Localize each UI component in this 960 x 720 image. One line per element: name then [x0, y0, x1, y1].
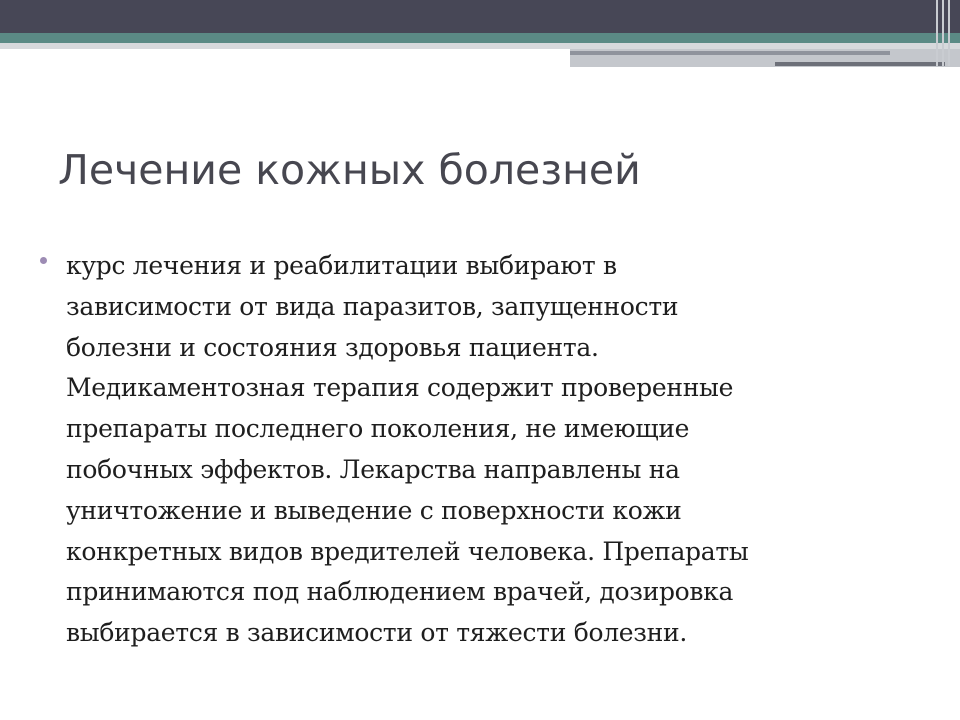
text-line: курс лечения и реабилитации выбирают в	[66, 251, 617, 280]
text-line: принимаются под наблюдением врачей, дозировка	[66, 577, 734, 607]
text-line: зависимости от вида паразитов, запущенности	[66, 291, 679, 321]
text-line: Медикаментозная терапия содержит проверенные	[66, 373, 734, 403]
text-line: препараты последнего поколения, не имеющие	[66, 414, 690, 444]
header-vertical-line	[942, 0, 944, 66]
text-line: уничтожение и выведение с поверхности кожи	[66, 495, 682, 525]
bullet-text	[66, 246, 910, 654]
header-vertical-line	[936, 0, 938, 66]
text-line: выбирается в зависимости от тяжести болезни.	[66, 618, 687, 648]
header-band-teal	[0, 33, 960, 43]
header-stripe	[570, 51, 890, 55]
header-band-dark	[0, 0, 960, 33]
header-stripe	[775, 62, 945, 66]
bullet-icon	[40, 257, 47, 264]
slide-title: Лечение кожных болезней	[58, 146, 641, 194]
text-line: болезни и состояния здоровья пациента.	[66, 332, 599, 362]
bullet-item	[40, 246, 910, 654]
header-vertical-line	[948, 0, 950, 66]
text-line: побочных эффектов. Лекарства направлены на	[66, 454, 680, 484]
text-line: конкретных видов вредителей человека. Препараты	[66, 536, 749, 566]
